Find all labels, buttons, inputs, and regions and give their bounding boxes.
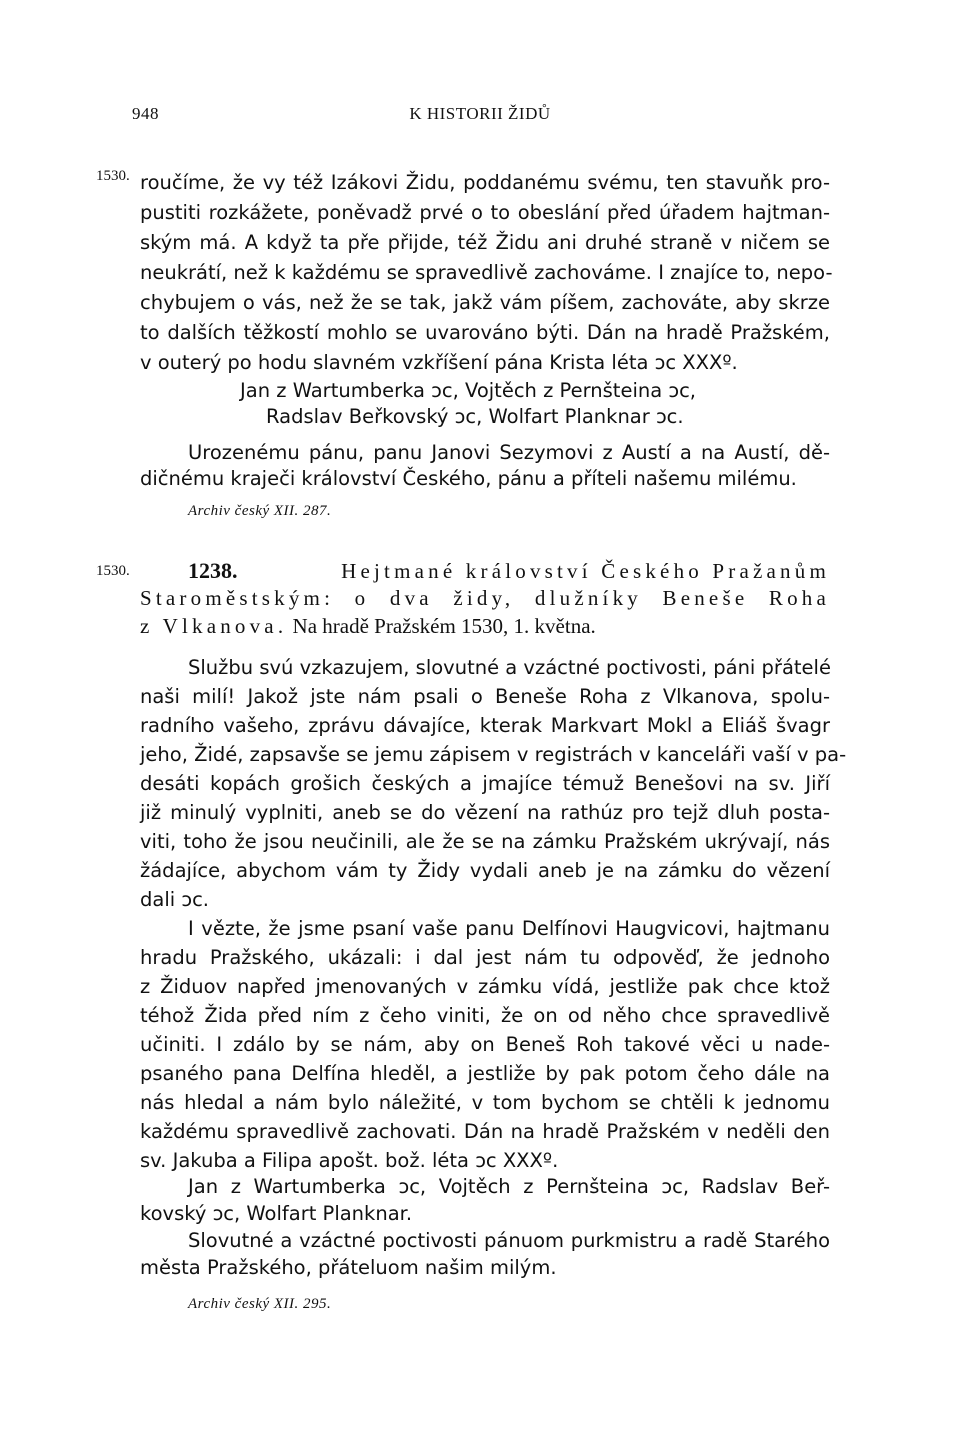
entry-title-line	[140, 613, 830, 639]
text-line: z Židuov napřed jmenovaných v zámku vídá, jestliže pak chce ktož	[140, 975, 830, 998]
text-line: radního vašeho, zprávu dávajíce, kterak Markvart Mokl a Eliáš švagr	[140, 714, 830, 737]
signatories-line: kovský ɔc, Wolfart Planknar.	[140, 1202, 413, 1225]
margin-year: 1530.	[96, 168, 130, 184]
text-line: již minulý vyplniti, aneb se do vězení na rathúz pro tejž dluh posta-	[140, 801, 830, 824]
entry-title: Hejtmané království Českého Pražanům	[341, 559, 830, 583]
text-line: ským má. A když ta pře přijde, též Židu ani druhé straně v ničem se	[140, 231, 830, 254]
text-line: hradu Pražského, ukázali: i dal jest nám tu odpověď, že jednoho	[140, 946, 830, 969]
text-line: Službu svú vzkazujem, slovutné a vzáctné poctivosti, páni přátelé	[188, 656, 831, 679]
citation: Archiv český XII. 287.	[188, 503, 332, 519]
text-line: psaného pana Delfína hleděl, a jestliže by pak potom čeho dále na	[140, 1062, 830, 1085]
text-line: chybujem o vás, než že se tak, jakž vám píšem, zachováte, aby skrze	[140, 291, 830, 314]
text-line: jeho, Židé, zapsavše se jemu zápisem v registrách v kanceláři vaší v pa-	[140, 743, 847, 766]
signatories-line: Jan z Wartumberka ɔc, Vojtěch z Pernšteina ɔc, Radslav Beř-	[188, 1175, 830, 1198]
text-line: desáti kopách grošich českých a jmajíce témuž Benešovi na sv. Jiří	[140, 772, 830, 795]
text-line: žádajíce, abychom vám ty Židy vydali aneb je na zámku do vězení	[140, 859, 830, 882]
entry-number: 1238.	[188, 558, 238, 583]
text-line: sv. Jakuba a Filipa apošt. bož. léta ɔc XXXº.	[140, 1149, 559, 1172]
address-line: dičnému kraječi království Českého, pánu a příteli našemu milému.	[140, 467, 797, 490]
text-line: pustiti rozkážete, poněvadž prvé o to obeslání před úřadem hajtman-	[140, 201, 830, 224]
address-line: Slovutné a vzáctné poctivosti pánuom purkmistru a radě Starého	[188, 1229, 830, 1252]
running-title: K HISTORII ŽIDŮ	[409, 104, 551, 123]
signatories-line: Jan z Wartumberka ɔc, Vojtěch z Pernšteina ɔc,	[240, 379, 696, 402]
page-number: 948	[132, 104, 159, 123]
citation: Archiv český XII. 295.	[188, 1296, 332, 1312]
text-line: učiniti. I zdálo by se nám, aby on Beneš Roh takové věci u nade-	[140, 1033, 830, 1056]
text-line: téhož Žida před ním z čeho viniti, že on od něho chce spravedlivě	[140, 1004, 830, 1027]
text-line: neukrátí, než k každému se spravedlivě zachováme. I znajíce to, nepo-	[140, 261, 833, 284]
text-line: každému spravedlivě zachovati. Dán na hradě Pražském v neděli den	[140, 1120, 830, 1143]
text-line: v outerý po hodu slavném vzkříšení pána Krista léta ɔc XXXº.	[140, 351, 738, 374]
text-line: viti, toho že jsou neučinili, ale že se na zámku Pražském ukrývají, nás	[140, 830, 830, 853]
signatories-line: Radslav Beřkovský ɔc, Wolfart Planknar ɔc.	[266, 405, 684, 428]
text-line: naši milí! Jakož jste nám psali o Beneše Roha z Vlkanova, spolu-	[140, 685, 830, 708]
margin-year: 1530.	[96, 563, 130, 579]
entry-title: Staroměstským: o dva židy, dlužníky Beneše Roha	[140, 586, 830, 610]
text-line: to dalších těžkostí mohlo se uvarováno býti. Dán na hradě Pražském,	[140, 321, 830, 344]
address-line: města Pražského, přáteluom našim milým.	[140, 1256, 557, 1279]
text-line: I vězte, že jsme psaní vaše panu Delfínovi Haugvicovi, hajtmanu	[188, 917, 830, 940]
text-line: roučíme, že vy též Izákovi Židu, poddanému svému, ten stavuňk pro-	[140, 171, 830, 194]
text-line: nás hledal a nám bylo náležité, v tom bychom se chtěli k jednomu	[140, 1091, 830, 1114]
entry-title: z Vlkanova.	[140, 614, 288, 638]
entry-heading-line	[188, 558, 830, 584]
text-line: dali ɔc.	[140, 888, 209, 911]
entry-date: Na hradě Pražském 1530, 1. května.	[292, 614, 596, 638]
address-line: Urozenému pánu, panu Janovi Sezymovi z Austí a na Austí, dě-	[188, 441, 830, 464]
